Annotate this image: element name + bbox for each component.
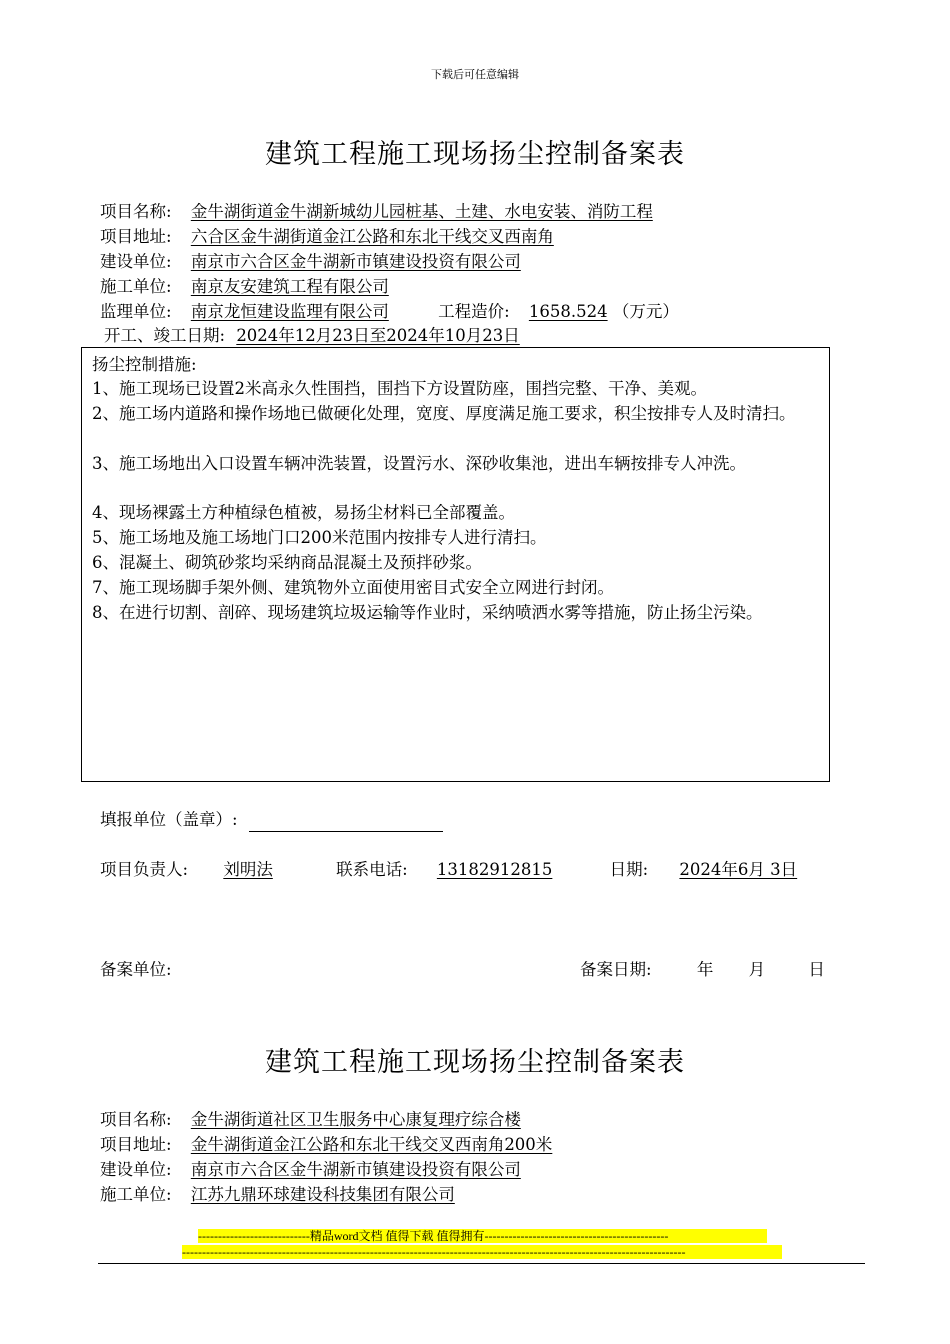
cost-value: 1658.524	[528, 302, 608, 321]
dust-control-measures-box	[81, 347, 830, 782]
footer-banner-line2: ------------------------------------------------------------------------------------------------------------------------------	[182, 1245, 782, 1259]
contractor-value: 江苏九鼎环球建设科技集团有限公司	[190, 1185, 455, 1204]
record-date-day: 日	[808, 960, 825, 979]
record-date-month: 月	[748, 960, 766, 979]
dates-value: 2024年12月23日至2024年10月23日	[236, 326, 520, 345]
form1-project-name-row	[100, 200, 653, 224]
measure-item: 3、施工场地出入口设置车辆冲洗装置，设置污水、深砂收集池，进出车辆按排专人冲洗。	[92, 454, 746, 473]
form2-title: 建筑工程施工现场扬尘控制备案表	[265, 1047, 685, 1078]
builder-value: 南京市六合区金牛湖新市镇建设投资有限公司	[190, 1160, 521, 1179]
form2-project-address-row	[100, 1133, 552, 1157]
project-address-value: 金牛湖街道金江公路和东北干线交叉西南角200米	[190, 1135, 553, 1154]
form2-builder-row	[100, 1158, 521, 1182]
form1-supervisor-row	[100, 300, 679, 324]
footer-banner-line1: ----------------------------精品word文档 值得下载 值得拥有----------------------------------------------	[198, 1229, 767, 1243]
form1-project-address-row	[100, 225, 554, 249]
measure-item: 4、现场裸露土方种植绿色植被，易扬尘材料已全部覆盖。	[92, 503, 515, 522]
filing-unit-label: 填报单位（盖章）:	[100, 810, 238, 829]
dates-label: 开工、竣工日期:	[104, 326, 226, 345]
measure-item: 2、施工场内道路和操作场地已做硬化处理，宽度、厚度满足施工要求，积尘按排专人及时清扫。	[92, 404, 796, 423]
filing-unit-signature-line	[249, 813, 443, 832]
record-date-year: 年	[696, 960, 714, 979]
measure-item: 6、混凝土、砌筑砂浆均采纳商品混凝土及预拌砂浆。	[92, 553, 482, 572]
project-address-label: 项目地址:	[100, 1135, 172, 1154]
manager-label: 项目负责人:	[100, 860, 189, 879]
phone-label: 联系电话:	[336, 860, 408, 879]
measures-title: 扬尘控制措施:	[92, 355, 197, 374]
record-date-row	[580, 958, 825, 982]
project-name-label: 项目名称:	[100, 202, 172, 221]
project-address-value: 六合区金牛湖街道金江公路和东北干线交叉西南角	[190, 227, 554, 246]
form1-contractor-row	[100, 275, 389, 299]
builder-label: 建设单位:	[100, 1160, 172, 1179]
measure-item: 5、施工场地及施工场地门口200米范围内按排专人进行清扫。	[92, 528, 547, 547]
project-name-value: 金牛湖街道社区卫生服务中心康复理疗综合楼	[190, 1110, 521, 1129]
builder-label: 建设单位:	[100, 252, 172, 271]
header-note: 下载后可任意编辑	[431, 68, 519, 81]
contractor-label: 施工单位:	[100, 277, 172, 296]
measure-item: 1、施工现场已设置2米高永久性围挡，围挡下方设置防座，围挡完整、干净、美观。	[92, 379, 707, 398]
date-value: 2024年6月 3日	[679, 860, 798, 879]
date-label: 日期:	[609, 860, 649, 879]
cost-unit: （万元）	[612, 302, 679, 321]
form2-contractor-row	[100, 1183, 455, 1207]
filing-unit-row	[100, 808, 443, 832]
contact-row	[100, 858, 797, 882]
manager-value: 刘明法	[223, 860, 273, 879]
builder-value: 南京市六合区金牛湖新市镇建设投资有限公司	[190, 252, 521, 271]
form2-project-name-row	[100, 1108, 521, 1132]
contractor-value: 南京友安建筑工程有限公司	[190, 277, 389, 296]
form1-builder-row	[100, 250, 521, 274]
measure-item: 7、施工现场脚手架外侧、建筑物外立面使用密目式安全立网进行封闭。	[92, 578, 614, 597]
project-address-label: 项目地址:	[100, 227, 172, 246]
measure-item: 8、在进行切割、剖碎、现场建筑垃圾运输等作业时，采纳喷洒水雾等措施，防止扬尘污染。	[92, 603, 763, 622]
contractor-label: 施工单位:	[100, 1185, 172, 1204]
supervisor-value: 南京龙恒建设监理有限公司	[190, 302, 389, 321]
phone-value: 13182912815	[436, 860, 553, 879]
cost-label: 工程造价:	[438, 302, 510, 321]
form1-title: 建筑工程施工现场扬尘控制备案表	[265, 139, 685, 170]
project-name-value: 金牛湖街道金牛湖新城幼儿园桩基、土建、水电安装、消防工程	[190, 202, 653, 221]
project-name-label: 项目名称:	[100, 1110, 172, 1129]
supervisor-label: 监理单位:	[100, 302, 172, 321]
record-date-label: 备案日期:	[580, 960, 652, 979]
form1-dates-row	[104, 324, 520, 348]
footer-divider	[98, 1263, 865, 1264]
record-unit-label: 备案单位:	[100, 960, 172, 979]
